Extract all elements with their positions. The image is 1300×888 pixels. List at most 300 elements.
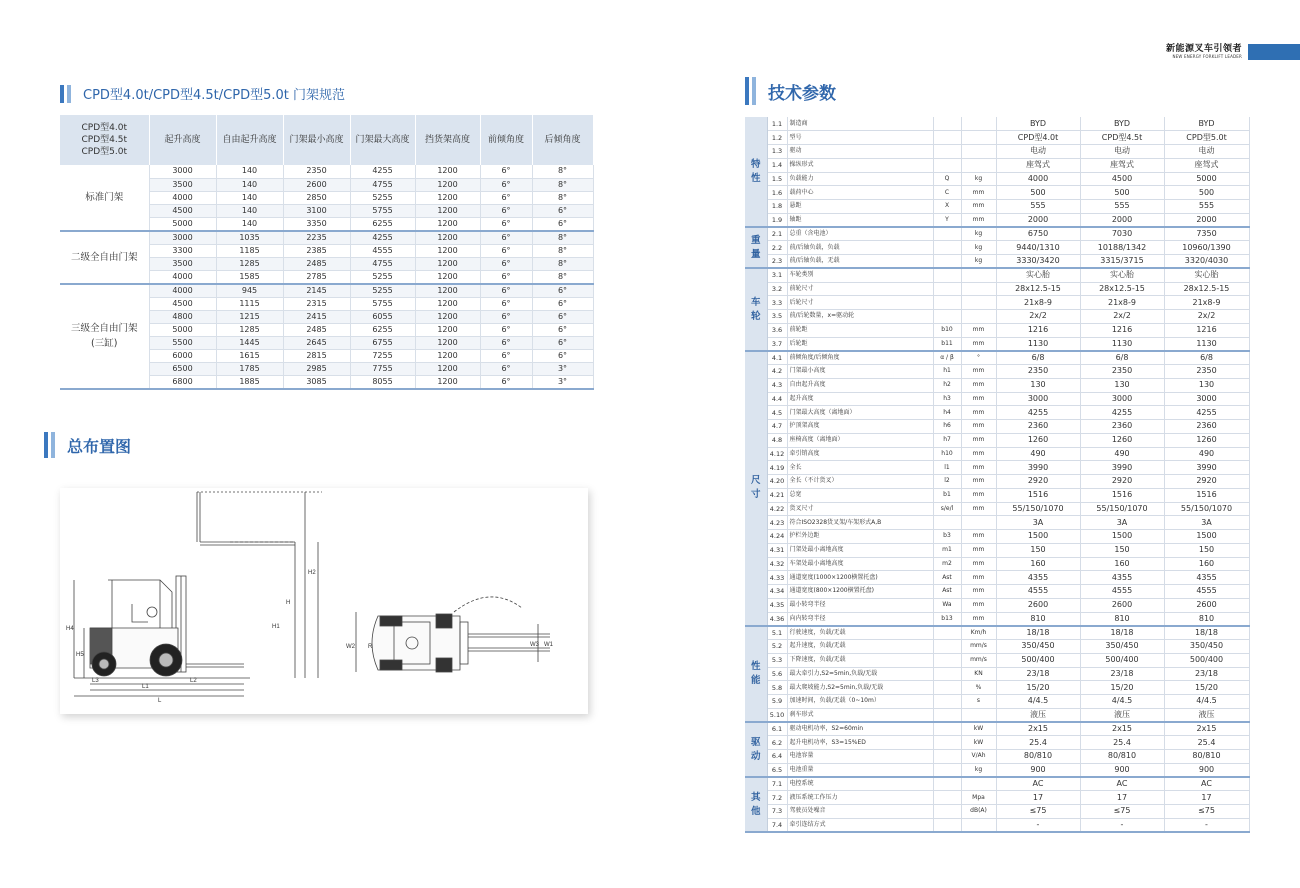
- tech-cell-val: 500/400: [1080, 653, 1164, 667]
- tech-category-label: 尺寸: [750, 475, 761, 501]
- tech-row: [745, 365, 1249, 379]
- tech-cell-unit: mm: [961, 543, 996, 557]
- tech-row: [745, 282, 1249, 296]
- tech-cell-val: 25.4: [1164, 736, 1249, 750]
- tech-cell-val: 2360: [1164, 420, 1249, 434]
- tech-row: [745, 131, 1249, 145]
- mast-cell: 1285: [216, 323, 283, 336]
- tech-category: [745, 722, 767, 777]
- mast-row: [60, 284, 593, 298]
- tech-cell-item: 电池容量: [787, 750, 933, 764]
- mast-cell: 6°: [480, 165, 532, 178]
- tech-cell-sym: C: [933, 186, 961, 200]
- tech-row: [745, 186, 1249, 200]
- mast-cell: 5500: [149, 336, 216, 349]
- mast-header-cell: 门架最大高度: [350, 115, 415, 165]
- tech-category-label: 驱动: [750, 736, 761, 762]
- tech-cell-sym: [933, 763, 961, 777]
- tech-row: [745, 640, 1249, 654]
- tech-cell-unit: mm: [961, 461, 996, 475]
- tech-cell-val: 3330/3420: [996, 255, 1080, 269]
- mast-cell: 2350: [283, 165, 350, 178]
- tech-cell-unit: %: [961, 681, 996, 695]
- tech-cell-sym: Wa: [933, 598, 961, 612]
- tech-cell-sym: s/e/l: [933, 502, 961, 516]
- tech-row: [745, 378, 1249, 392]
- tech-cell-sym: l1: [933, 461, 961, 475]
- heading-bars-icon: [745, 77, 756, 105]
- dim-label: H4: [66, 626, 74, 632]
- tech-cell-val: 7030: [1080, 227, 1164, 241]
- tech-row: [745, 268, 1249, 282]
- tech-cell-sym: b1: [933, 488, 961, 502]
- tech-cell-sym: [933, 241, 961, 255]
- tech-cell-val: BYD: [1164, 117, 1249, 131]
- tech-row: [745, 502, 1249, 516]
- tech-cell-item: 护栏外边距: [787, 530, 933, 544]
- mast-cell: 6°: [480, 270, 532, 284]
- tech-row: [745, 695, 1249, 709]
- brand-text: [1166, 44, 1242, 60]
- mast-cell: 6500: [149, 362, 216, 375]
- tech-cell-val: 810: [1080, 612, 1164, 626]
- mast-header-cell: 起升高度: [149, 115, 216, 165]
- mast-cell: 1035: [216, 231, 283, 245]
- tech-cell-unit: mm: [961, 200, 996, 214]
- tech-cell-val: 160: [1164, 557, 1249, 571]
- mast-cell: 1615: [216, 349, 283, 362]
- tech-cell-item: 全长（不计货叉）: [787, 475, 933, 489]
- tech-cell-item: 驾驶员处噪音: [787, 805, 933, 819]
- tech-category: [745, 117, 767, 227]
- tech-cell-item: 牵引销高度: [787, 447, 933, 461]
- mast-cell: 3500: [149, 257, 216, 270]
- tech-cell-val: 28x12.5-15: [1080, 282, 1164, 296]
- tech-cell-val: 2x15: [996, 722, 1080, 736]
- mast-cell: 2785: [283, 270, 350, 284]
- tech-row: [745, 530, 1249, 544]
- tech-cell-unit: [961, 516, 996, 530]
- tech-cell-val: ≤75: [996, 805, 1080, 819]
- tech-cell-sym: [933, 268, 961, 282]
- tech-cell-item: 全长: [787, 461, 933, 475]
- tech-cell-no: 4.32: [767, 557, 787, 571]
- mast-cell: 2985: [283, 362, 350, 375]
- dim-label: H5: [76, 652, 84, 658]
- dim-label: W1: [544, 642, 553, 648]
- tech-cell-unit: mm: [961, 365, 996, 379]
- tech-cell-val: CPD型4.5t: [1080, 131, 1164, 145]
- tech-cell-no: 4.36: [767, 612, 787, 626]
- tech-cell-sym: [933, 708, 961, 722]
- tech-cell-val: 18/18: [1080, 626, 1164, 640]
- mast-cell: 1200: [415, 204, 480, 217]
- tech-cell-val: 25.4: [996, 736, 1080, 750]
- tech-cell-no: 3.1: [767, 268, 787, 282]
- tech-cell-no: 5.2: [767, 640, 787, 654]
- tech-cell-val: 2x/2: [996, 310, 1080, 324]
- tech-cell-unit: kW: [961, 722, 996, 736]
- mast-cell: 2385: [283, 244, 350, 257]
- tech-cell-unit: mm: [961, 475, 996, 489]
- tech-row: [745, 681, 1249, 695]
- mast-cell: 2145: [283, 284, 350, 298]
- tech-row: [745, 667, 1249, 681]
- mast-cell: 6000: [149, 349, 216, 362]
- tech-cell-unit: [961, 268, 996, 282]
- tech-row: [745, 475, 1249, 489]
- mast-cell: 1585: [216, 270, 283, 284]
- layout-drawing-card: [60, 488, 588, 714]
- corner-line: CPD型4.0t: [81, 123, 127, 133]
- tech-cell-sym: l2: [933, 475, 961, 489]
- tech-cell-val: 810: [1164, 612, 1249, 626]
- tech-cell-unit: mm: [961, 186, 996, 200]
- tech-cell-unit: mm: [961, 337, 996, 351]
- mast-cell: 140: [216, 165, 283, 178]
- tech-cell-no: 7.1: [767, 777, 787, 791]
- tech-cell-val: 6/8: [996, 351, 1080, 365]
- tech-cell-val: 490: [1164, 447, 1249, 461]
- tech-cell-item: 车架处最小离地高度: [787, 557, 933, 571]
- mast-cell: 4555: [350, 244, 415, 257]
- tech-cell-val: 2920: [1080, 475, 1164, 489]
- tech-body: [745, 117, 1249, 832]
- tech-cell-unit: Mpa: [961, 791, 996, 805]
- tech-cell-unit: mm: [961, 612, 996, 626]
- mast-cell: 6°: [532, 349, 593, 362]
- tech-cell-val: 电动: [1080, 145, 1164, 159]
- mast-header-cell: 门架最小高度: [283, 115, 350, 165]
- mast-cell: 140: [216, 217, 283, 231]
- dim-label: H2: [308, 570, 316, 576]
- tech-cell-item: 牵引连结方式: [787, 818, 933, 832]
- tech-row: [745, 708, 1249, 722]
- tech-cell-no: 1.4: [767, 158, 787, 172]
- tech-cell-item: 自由起升高度: [787, 378, 933, 392]
- mast-group-name: 标准门架: [60, 165, 149, 231]
- mast-cell: 1200: [415, 270, 480, 284]
- tech-cell-sym: [933, 282, 961, 296]
- tech-cell-item: 前/后轮数量，x=驱动轮: [787, 310, 933, 324]
- mast-cell: 6°: [480, 375, 532, 389]
- tech-cell-no: 6.4: [767, 750, 787, 764]
- mast-cell: 2815: [283, 349, 350, 362]
- tech-cell-val: 1130: [1080, 337, 1164, 351]
- tech-cell-item: 后轮尺寸: [787, 296, 933, 310]
- mast-cell: 2235: [283, 231, 350, 245]
- layout-heading: [44, 432, 131, 458]
- tech-cell-no: 5.3: [767, 653, 787, 667]
- tech-cell-no: 7.3: [767, 805, 787, 819]
- tech-cell-unit: KN: [961, 667, 996, 681]
- mast-cell: 6°: [480, 310, 532, 323]
- tech-category-label: 车轮: [750, 296, 761, 322]
- tech-cell-item: 操纵形式: [787, 158, 933, 172]
- mast-header-cell: 前倾角度: [480, 115, 532, 165]
- tech-cell-val: 2000: [996, 213, 1080, 227]
- tech-cell-sym: h6: [933, 420, 961, 434]
- tech-cell-sym: [933, 227, 961, 241]
- tech-cell-item: 门架最小高度: [787, 365, 933, 379]
- mast-cell: 8°: [532, 178, 593, 191]
- tech-cell-no: 2.2: [767, 241, 787, 255]
- tech-cell-unit: Km/h: [961, 626, 996, 640]
- tech-cell-item: 最大牵引力,S2=5min,负载/无载: [787, 667, 933, 681]
- tech-cell-no: 3.6: [767, 323, 787, 337]
- tech-cell-unit: mm: [961, 378, 996, 392]
- tech-cell-item: 电控系统: [787, 777, 933, 791]
- tech-row: [745, 213, 1249, 227]
- mast-cell: 1200: [415, 297, 480, 310]
- tech-cell-unit: mm: [961, 433, 996, 447]
- tech-cell-val: 2360: [996, 420, 1080, 434]
- mast-cell: 6°: [480, 178, 532, 191]
- heading-bars-icon: [60, 85, 71, 103]
- mast-corner-cell: [60, 115, 149, 165]
- tech-cell-no: 4.7: [767, 420, 787, 434]
- tech-cell-val: 55/150/1070: [1164, 502, 1249, 516]
- mast-cell: 6°: [480, 257, 532, 270]
- tech-cell-unit: kg: [961, 241, 996, 255]
- dim-label: L1: [142, 684, 149, 690]
- mast-cell: 4000: [149, 284, 216, 298]
- tech-cell-val: 1216: [996, 323, 1080, 337]
- tech-cell-sym: [933, 640, 961, 654]
- mast-cell: 2600: [283, 178, 350, 191]
- mast-cell: 4755: [350, 257, 415, 270]
- tech-cell-sym: [933, 255, 961, 269]
- mast-cell: 6°: [480, 323, 532, 336]
- tech-cell-val: 1500: [996, 530, 1080, 544]
- tech-cell-unit: mm/s: [961, 653, 996, 667]
- mast-cell: 1115: [216, 297, 283, 310]
- tech-cell-no: 1.2: [767, 131, 787, 145]
- tech-cell-val: 80/810: [996, 750, 1080, 764]
- tech-cell-item: 护顶架高度: [787, 420, 933, 434]
- tech-cell-unit: mm: [961, 571, 996, 585]
- tech-cell-sym: m2: [933, 557, 961, 571]
- dim-label: L: [158, 698, 162, 704]
- mast-cell: 5755: [350, 204, 415, 217]
- mast-cell: 8055: [350, 375, 415, 389]
- mast-cell: 1200: [415, 336, 480, 349]
- tech-row: [745, 447, 1249, 461]
- mast-cell: 5000: [149, 217, 216, 231]
- mast-cell: 3000: [149, 231, 216, 245]
- tech-cell-val: 2350: [996, 365, 1080, 379]
- mast-cell: 1200: [415, 217, 480, 231]
- mast-cell: 1445: [216, 336, 283, 349]
- tech-cell-val: 4/4.5: [996, 695, 1080, 709]
- mast-cell: 6°: [480, 297, 532, 310]
- tech-cell-item: 起升速度，负载/无载: [787, 640, 933, 654]
- mast-cell: 1200: [415, 165, 480, 178]
- tech-cell-no: 4.4: [767, 392, 787, 406]
- tech-cell-val: 500: [1080, 186, 1164, 200]
- tech-cell-unit: [961, 777, 996, 791]
- tech-cell-item: 制造商: [787, 117, 933, 131]
- tech-cell-sym: [933, 667, 961, 681]
- tech-cell-val: 15/20: [996, 681, 1080, 695]
- mast-cell: 7255: [350, 349, 415, 362]
- tech-cell-no: 4.8: [767, 433, 787, 447]
- tech-cell-sym: h10: [933, 447, 961, 461]
- tech-cell-item: 通道宽度(800×1200横置托盘): [787, 585, 933, 599]
- mast-row: [60, 231, 593, 245]
- tech-cell-item: 门架处最小离地高度: [787, 543, 933, 557]
- tech-cell-val: 2350: [1164, 365, 1249, 379]
- tech-cell-sym: [933, 158, 961, 172]
- tech-cell-val: 电动: [996, 145, 1080, 159]
- tech-cell-item: 门架最大高度（离地面）: [787, 406, 933, 420]
- mast-cell: 5255: [350, 270, 415, 284]
- mast-cell: 4255: [350, 165, 415, 178]
- tech-row: [745, 392, 1249, 406]
- tech-cell-item: 座椅高度（离地面）: [787, 433, 933, 447]
- tech-category: [745, 268, 767, 351]
- tech-cell-val: 2920: [1164, 475, 1249, 489]
- tech-cell-sym: Ast: [933, 585, 961, 599]
- tech-cell-val: 6/8: [1080, 351, 1164, 365]
- tech-cell-no: 3.5: [767, 310, 787, 324]
- tech-cell-no: 4.31: [767, 543, 787, 557]
- tech-row: [745, 626, 1249, 640]
- mast-cell: 1200: [415, 310, 480, 323]
- tech-cell-val: 150: [1164, 543, 1249, 557]
- tech-cell-val: 4500: [1080, 172, 1164, 186]
- mast-group-name: 二级全自由门架: [60, 231, 149, 284]
- forklift-drawing: [60, 488, 588, 714]
- tech-cell-val: 17: [1164, 791, 1249, 805]
- tech-cell-val: 电动: [1164, 145, 1249, 159]
- tech-cell-val: 900: [1164, 763, 1249, 777]
- mast-cell: 1200: [415, 323, 480, 336]
- tech-cell-item: 驱动: [787, 145, 933, 159]
- tech-cell-unit: kg: [961, 227, 996, 241]
- tech-cell-val: 1516: [1080, 488, 1164, 502]
- tech-row: [745, 736, 1249, 750]
- tech-cell-val: 实心胎: [996, 268, 1080, 282]
- tech-cell-val: BYD: [996, 117, 1080, 131]
- tech-cell-val: 3A: [1164, 516, 1249, 530]
- mast-cell: 1200: [415, 244, 480, 257]
- tech-cell-val: CPD型4.0t: [996, 131, 1080, 145]
- dim-label: W3: [530, 642, 539, 648]
- tech-cell-item: 总宽: [787, 488, 933, 502]
- tech-cell-item: 前/后轴负载，负载: [787, 241, 933, 255]
- tech-cell-val: 1260: [1080, 433, 1164, 447]
- tech-cell-no: 5.6: [767, 667, 787, 681]
- tech-cell-val: 4555: [996, 585, 1080, 599]
- tech-row: [745, 805, 1249, 819]
- tech-cell-val: -: [1080, 818, 1164, 832]
- tech-cell-sym: h2: [933, 378, 961, 392]
- tech-cell-unit: mm: [961, 502, 996, 516]
- mast-cell: 6°: [480, 191, 532, 204]
- tech-cell-val: 3990: [1164, 461, 1249, 475]
- corner-line: CPD型5.0t: [81, 147, 127, 157]
- mast-cell: 6°: [532, 297, 593, 310]
- tech-cell-item: 载荷中心: [787, 186, 933, 200]
- mast-cell: 6255: [350, 217, 415, 231]
- tech-cell-sym: [933, 516, 961, 530]
- tech-category: [745, 351, 767, 626]
- mast-cell: 3350: [283, 217, 350, 231]
- tech-cell-no: 4.24: [767, 530, 787, 544]
- tech-cell-no: 2.3: [767, 255, 787, 269]
- tech-row: [745, 337, 1249, 351]
- tech-cell-no: 1.5: [767, 172, 787, 186]
- tech-cell-unit: mm: [961, 598, 996, 612]
- tech-category: [745, 626, 767, 722]
- tech-cell-sym: Q: [933, 172, 961, 186]
- tech-cell-sym: h1: [933, 365, 961, 379]
- tech-cell-sym: [933, 145, 961, 159]
- tech-cell-unit: mm: [961, 213, 996, 227]
- tech-cell-val: 490: [1080, 447, 1164, 461]
- mast-cell: 6°: [532, 204, 593, 217]
- mast-cell: 1200: [415, 375, 480, 389]
- mast-cell: 3085: [283, 375, 350, 389]
- mast-cell: 6°: [480, 336, 532, 349]
- mast-cell: 4000: [149, 191, 216, 204]
- tech-cell-val: 4355: [996, 571, 1080, 585]
- tech-cell-val: 3A: [1080, 516, 1164, 530]
- tech-category-label: 重量: [750, 234, 761, 260]
- dim-label: L3: [92, 678, 99, 684]
- mast-cell: 4000: [149, 270, 216, 284]
- mast-cell: 3000: [149, 165, 216, 178]
- mast-cell: 1200: [415, 349, 480, 362]
- mast-cell: 4755: [350, 178, 415, 191]
- tech-row: [745, 461, 1249, 475]
- tech-cell-no: 4.33: [767, 571, 787, 585]
- tech-row: [745, 488, 1249, 502]
- tech-cell-no: 4.21: [767, 488, 787, 502]
- tech-cell-val: 3315/3715: [1080, 255, 1164, 269]
- tech-cell-val: 3990: [1080, 461, 1164, 475]
- tech-cell-no: 4.22: [767, 502, 787, 516]
- tech-row: [745, 172, 1249, 186]
- dim-label: H: [286, 600, 291, 606]
- tech-cell-item: 起升高度: [787, 392, 933, 406]
- tech-cell-val: 3000: [1164, 392, 1249, 406]
- tech-cell-val: 6750: [996, 227, 1080, 241]
- mast-cell: 2485: [283, 257, 350, 270]
- tech-cell-val: 2600: [1164, 598, 1249, 612]
- tech-cell-item: 行驶速度，负载/无载: [787, 626, 933, 640]
- mast-cell: 6°: [480, 217, 532, 231]
- tech-cell-val: 4255: [996, 406, 1080, 420]
- mast-cell: 1185: [216, 244, 283, 257]
- tech-cell-no: 4.2: [767, 365, 787, 379]
- tech-cell-unit: [961, 282, 996, 296]
- tech-cell-val: 160: [996, 557, 1080, 571]
- mast-cell: 140: [216, 204, 283, 217]
- tech-cell-val: 2x15: [1164, 722, 1249, 736]
- tech-cell-val: 2000: [1080, 213, 1164, 227]
- tech-row: [745, 406, 1249, 420]
- mast-group-name: 三级全自由门架 (三缸): [60, 284, 149, 389]
- tech-cell-val: 28x12.5-15: [996, 282, 1080, 296]
- tech-cell-unit: mm: [961, 585, 996, 599]
- tech-cell-val: 130: [1164, 378, 1249, 392]
- tech-cell-sym: [933, 750, 961, 764]
- tech-cell-val: 液压: [1080, 708, 1164, 722]
- tech-cell-val: 350/450: [1080, 640, 1164, 654]
- mast-cell: 6°: [480, 284, 532, 298]
